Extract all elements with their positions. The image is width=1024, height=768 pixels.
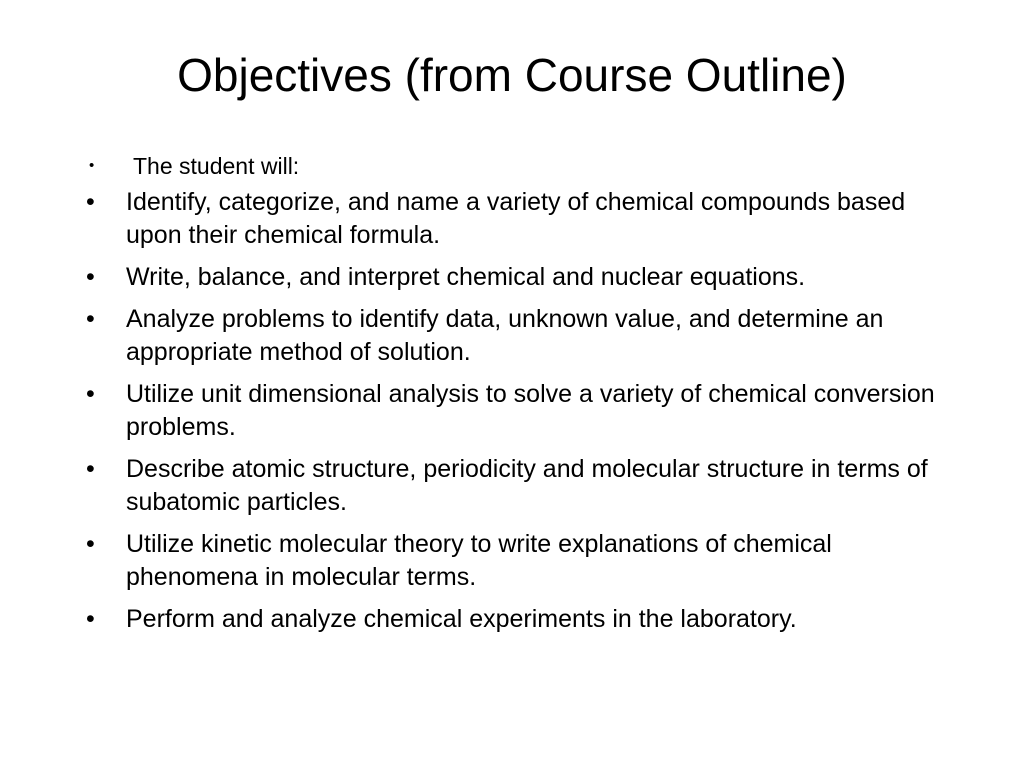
list-item	[86, 453, 956, 519]
bullet-icon: •	[89, 157, 95, 174]
objective-text: Analyze problems to identify data, unknown value, and determine an appropriate method of solution.	[126, 305, 884, 366]
objective-text: Perform and analyze chemical experiments in the laboratory.	[126, 605, 797, 633]
list-item	[86, 528, 956, 594]
bullet-icon: •	[86, 188, 95, 216]
bullet-icon: •	[86, 380, 95, 408]
objective-text: Describe atomic structure, periodicity and molecular structure in terms of subatomic particles.	[126, 455, 928, 516]
list-item	[86, 378, 956, 444]
list-item	[86, 303, 956, 369]
list-item	[86, 186, 956, 252]
list-item	[86, 261, 956, 294]
bullet-icon: •	[86, 530, 95, 558]
list-item-intro	[86, 148, 956, 184]
objectives-list	[86, 148, 956, 645]
intro-text: The student will:	[133, 153, 300, 179]
slide-title: Objectives (from Course Outline)	[177, 49, 847, 101]
bullet-icon: •	[86, 263, 95, 291]
list-item	[86, 603, 956, 636]
objective-text: Utilize kinetic molecular theory to write explanations of chemical phenomena in molecular terms.	[126, 530, 832, 591]
bullet-icon: •	[86, 455, 95, 483]
bullet-icon: •	[86, 305, 95, 333]
objective-text: Utilize unit dimensional analysis to solve a variety of chemical conversion problems.	[126, 380, 935, 441]
objective-text: Identify, categorize, and name a variety of chemical compounds based upon their chemical formula.	[126, 188, 906, 249]
objective-text: Write, balance, and interpret chemical and nuclear equations.	[126, 263, 806, 291]
bullet-icon: •	[86, 605, 95, 633]
